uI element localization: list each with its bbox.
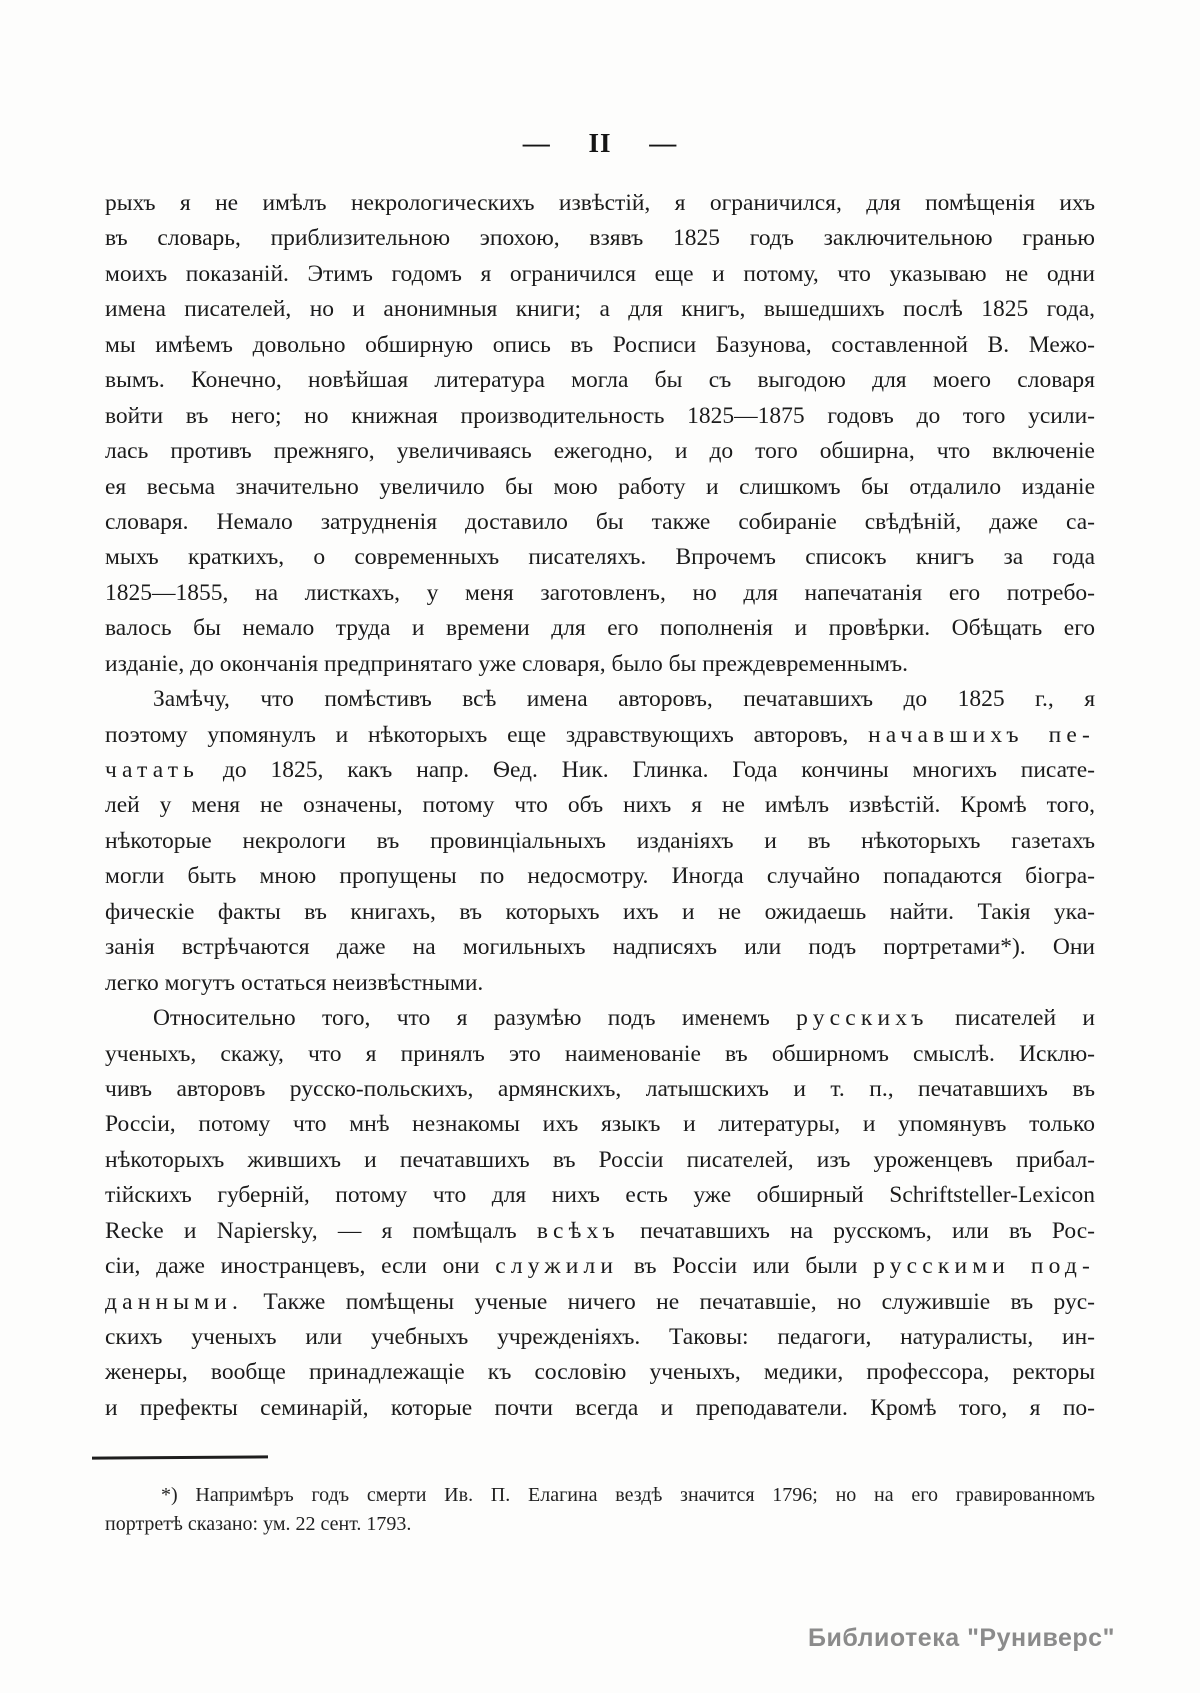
text-line <box>105 540 1095 575</box>
text-line <box>105 1481 1095 1510</box>
text-segment: женеры, вообще принадлежащіе къ сословію ученыхъ, медики, профессора, ректоры <box>105 1359 1095 1386</box>
text-segment: Recke и Napiersky, — я помѣщалъ <box>105 1217 537 1244</box>
text-segment: занія встрѣчаются даже на могильныхъ надписяхъ или подъ портретами*). Они <box>105 934 1095 961</box>
text-line <box>105 1391 1095 1426</box>
text-line <box>105 1001 1095 1036</box>
text-segment: Относительно того, что я разумѣю подъ именемъ <box>153 1005 797 1032</box>
text-line <box>105 753 1095 788</box>
text-segment: словаря. Немало затрудненія доставило бы также собираніе свѣдѣній, даже са- <box>105 508 1095 535</box>
text-line <box>105 292 1095 327</box>
text-line <box>105 505 1095 540</box>
text-segment: 1825—1855, на листкахъ, у меня заготовленъ, но для напечатанія его потребо- <box>105 579 1095 606</box>
letterspaced-emphasis: данными. <box>105 1288 244 1315</box>
text-segment: легко могутъ остаться неизвѣстными. <box>105 969 484 996</box>
text-line <box>105 824 1095 859</box>
text-segment: писателей и <box>928 1005 1096 1032</box>
text-segment: лей у меня не означены, потому что объ нихъ я не имѣлъ извѣстій. Кромѣ того, <box>105 792 1095 819</box>
text-segment: *) Напримѣръ годъ смерти Ив. П. Елагина вездѣ значится 1796; но на его гравированномъ <box>161 1484 1095 1506</box>
text-line <box>105 221 1095 256</box>
text-line <box>105 399 1095 434</box>
text-segment: и префекты семинарій, которые почти всегда и преподаватели. Кромѣ того, я по- <box>105 1394 1095 1421</box>
text-segment: вымъ. Конечно, новѣйшая литература могла бы съ выгодою для моего словаря <box>105 367 1095 394</box>
text-segment: фическіе факты въ книгахъ, въ которыхъ ихъ и не ожидаешь найти. Такія ука- <box>105 898 1095 925</box>
text-segment: печатавшихъ на русскомъ, или въ Рос- <box>619 1217 1095 1244</box>
text-line <box>105 434 1095 469</box>
text-segment: портретѣ сказано: ум. 22 сент. 1793. <box>105 1513 412 1535</box>
text-line <box>105 1072 1095 1107</box>
text-line <box>105 1143 1095 1178</box>
text-segment: Россіи, потому что мнѣ незнакомы ихъ языкъ и литературы, и упомянувъ только <box>105 1111 1095 1138</box>
text-line <box>105 470 1095 505</box>
text-segment: войти въ него; но книжная производительность 1825—1875 годовъ до того усили- <box>105 402 1095 429</box>
text-segment: Также помѣщены ученые ничего не печатавшіе, но служившіе въ рус- <box>243 1288 1095 1315</box>
letterspaced-emphasis: служили <box>495 1253 619 1280</box>
text-line <box>105 788 1095 823</box>
text-line <box>105 1214 1095 1249</box>
text-line <box>105 930 1095 965</box>
text-segment: мы имѣемъ довольно обширную опись въ Росписи Базунова, составленной В. Межо- <box>105 331 1095 358</box>
text-line <box>105 1320 1095 1355</box>
text-segment: поэтому упомянулъ и нѣкоторыхъ еще здравствующихъ авторовъ, <box>105 721 869 748</box>
text-line <box>105 611 1095 646</box>
text-segment: нѣкоторые некрологи въ провинціальныхъ изданіяхъ и въ нѣкоторыхъ газетахъ <box>105 827 1095 854</box>
footnote-divider <box>92 1455 268 1459</box>
watermark-library-runivers: Библиотека "Руниверс" <box>808 1624 1115 1652</box>
text-line <box>105 682 1095 717</box>
text-line <box>105 328 1095 363</box>
text-segment: имена писателей, но и анонимныя книги; а для книгъ, вышедшихъ послѣ 1825 года, <box>105 296 1095 323</box>
text-line <box>105 718 1095 753</box>
text-line <box>105 1037 1095 1072</box>
letterspaced-emphasis: начавшихъ пе- <box>868 721 1095 748</box>
text-line <box>105 1510 1095 1539</box>
text-segment: чивъ авторовъ русско-польскихъ, армянскихъ, латышскихъ и т. п., печатавшихъ въ <box>105 1075 1095 1102</box>
text-line <box>105 1107 1095 1142</box>
text-line <box>105 576 1095 611</box>
text-segment: скихъ ученыхъ или учебныхъ учрежденіяхъ. Таковы: педагоги, натуралисты, ин- <box>105 1324 1095 1350</box>
text-line <box>105 1249 1095 1284</box>
text-segment: моихъ показаній. Этимъ годомъ я ограничился еще и потому, что указываю не одни <box>105 260 1095 287</box>
text-segment: валось бы немало труда и времени для его пополненія и провѣрки. Обѣщать его <box>105 615 1095 642</box>
text-line <box>105 186 1095 221</box>
text-line <box>105 895 1095 930</box>
text-body <box>105 186 1095 1426</box>
text-line <box>105 257 1095 292</box>
text-segment: до 1825, какъ напр. Ѳед. Ник. Глинка. Года кончины многихъ писате- <box>199 757 1095 783</box>
text-line <box>105 647 1095 682</box>
letterspaced-emphasis: русскихъ <box>796 1005 929 1032</box>
text-segment: Замѣчу, что помѣстивъ всѣ имена авторовъ, печатавшихъ до 1825 г., я <box>153 686 1095 713</box>
page-number: — II — <box>522 128 678 158</box>
text-line <box>105 1355 1095 1390</box>
text-segment: лась противъ прежняго, увеличиваясь ежегодно, и до того обширна, что включеніе <box>105 438 1095 465</box>
text-line <box>105 966 1095 1001</box>
text-segment: въ Россіи или были <box>618 1253 874 1280</box>
text-line <box>105 363 1095 398</box>
text-line <box>105 1285 1095 1320</box>
footnote <box>105 1481 1095 1539</box>
text-segment: изданіе, до окончанія предпринятаго уже словаря, было бы преждевременнымъ. <box>105 650 909 677</box>
text-segment: ученыхъ, скажу, что я принялъ это наименованіе въ обширномъ смыслѣ. Исклю- <box>105 1040 1095 1067</box>
text-segment: нѣкоторыхъ жившихъ и печатавшихъ въ Россіи писателей, изъ уроженцевъ прибал- <box>105 1146 1095 1173</box>
letterspaced-emphasis: чатать <box>105 757 200 783</box>
text-segment: рыхъ я не имѣлъ некрологическихъ извѣстій, я ограничился, для помѣщенія ихъ <box>105 190 1095 216</box>
text-line <box>105 859 1095 894</box>
letterspaced-emphasis: русскими под- <box>873 1253 1095 1280</box>
text-segment: ея весьма значительно увеличило бы мою работу и слишкомъ бы отдалило изданіе <box>105 473 1095 500</box>
text-segment: тійскихъ губерній, потому что для нихъ есть уже обширный Schriftsteller-Lexicon <box>105 1182 1095 1209</box>
text-segment: могли быть мною пропущены по недосмотру. Иногда случайно попадаются біогра- <box>105 863 1095 890</box>
text-segment: сіи, даже иностранцевъ, если они <box>105 1253 496 1280</box>
text-segment: мыхъ краткихъ, о современныхъ писателяхъ. Впрочемъ списокъ книгъ за года <box>105 544 1095 571</box>
text-line <box>105 1178 1095 1213</box>
letterspaced-emphasis: всѣхъ <box>536 1217 620 1244</box>
text-segment: въ словарь, приблизительною эпохою, взявъ 1825 годъ заключительною гранью <box>105 225 1095 252</box>
